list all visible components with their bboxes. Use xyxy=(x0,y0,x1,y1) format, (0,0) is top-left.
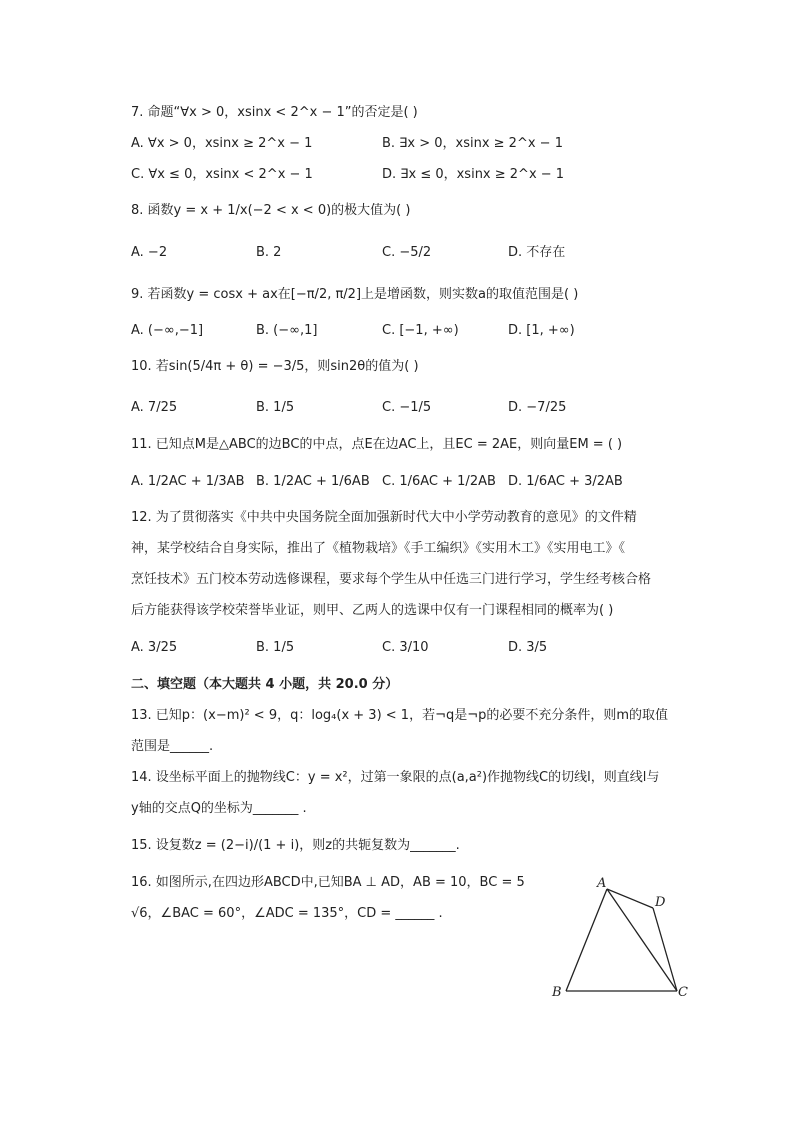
q8-option-a: A. −2 xyxy=(131,245,168,260)
q8-option-b: B. 2 xyxy=(256,245,282,260)
q8-stem: 8. 函数y = x + 1/x(−2 < x < 0)的极大值为( ) xyxy=(131,203,411,218)
vertex-label-a: A xyxy=(597,876,607,891)
q11-option-d: D. 1/6AC + 3/2AB xyxy=(508,474,623,489)
q13-line-1: 13. 已知p：(x−m)² < 9，q：log₄(x + 3) < 1，若¬q是¬p的必要不充分条件，则m的取值 xyxy=(131,708,669,723)
q12-line-4: 后方能获得该学校荣誉毕业证，则甲、乙两人的选课中仅有一门课程相同的概率为( ) xyxy=(131,603,614,618)
q10-option-b: B. 1/5 xyxy=(256,400,295,415)
q12-option-c: C. 3/10 xyxy=(382,640,429,655)
q10-option-a: A. 7/25 xyxy=(131,400,178,415)
edge-dc xyxy=(653,908,677,991)
q11-option-b: B. 1/2AC + 1/6AB xyxy=(256,474,370,489)
q14-line-1: 14. 设坐标平面上的抛物线C：y = x²，过第一象限的点(a,a²)作抛物线C的切线l，则直线l与 xyxy=(131,770,660,785)
q11-option-a: A. 1/2AC + 1/3AB xyxy=(131,474,245,489)
q9-option-b: B. (−∞,1] xyxy=(256,323,318,338)
q8-option-c: C. −5/2 xyxy=(382,245,432,260)
q7-option-b: B. ∃x > 0，xsinx ≥ 2^x − 1 xyxy=(382,136,563,151)
q8-option-d: D. 不存在 xyxy=(508,245,566,260)
quadrilateral-figure xyxy=(540,870,700,1010)
q10-stem: 10. 若sin(5/4π + θ) = −3/5，则sin2θ的值为( ) xyxy=(131,359,419,374)
q13-line-2: 范围是______. xyxy=(131,739,214,754)
q10-option-c: C. −1/5 xyxy=(382,400,432,415)
q16-line-2: √6，∠BAC = 60°，∠ADC = 135°，CD = ______ . xyxy=(131,906,443,921)
q14-line-2: y轴的交点Q的坐标为_______ . xyxy=(131,801,307,816)
q9-option-d: D. [1, +∞) xyxy=(508,323,575,338)
q7-stem: 7. 命题“∀x > 0，xsinx < 2^x − 1”的否定是( ) xyxy=(131,105,418,120)
q9-stem: 9. 若函数y = cosx + ax在[−π/2, π/2]上是增函数，则实数a的取值范围是( ) xyxy=(131,287,579,302)
section-heading-fill-blank: 二、填空题（本大题共 4 小题，共 20.0 分） xyxy=(131,677,399,692)
q12-option-d: D. 3/5 xyxy=(508,640,548,655)
q7-option-d: D. ∃x ≤ 0，xsinx ≥ 2^x − 1 xyxy=(382,167,565,182)
q12-line-1: 12. 为了贯彻落实《中共中央国务院全面加强新时代大中小学劳动教育的意见》的文件精 xyxy=(131,510,637,525)
q12-line-3: 烹饪技术》五门校本劳动选修课程，要求每个学生从中任选三门进行学习，学生经考核合格 xyxy=(131,572,652,587)
q16-line-1: 16. 如图所示,在四边形ABCD中,已知BA ⊥ AD，AB = 10，BC = 5 xyxy=(131,875,525,890)
q10-option-d: D. −7/25 xyxy=(508,400,567,415)
q15-line-1: 15. 设复数z = (2−i)/(1 + i)，则z的共轭复数为_______. xyxy=(131,838,460,853)
q9-option-a: A. (−∞,−1] xyxy=(131,323,204,338)
q7-option-c: C. ∀x ≤ 0，xsinx < 2^x − 1 xyxy=(131,167,313,182)
q12-option-a: A. 3/25 xyxy=(131,640,178,655)
q11-option-c: C. 1/6AC + 1/2AB xyxy=(382,474,496,489)
vertex-label-c: C xyxy=(678,985,688,1000)
vertex-label-b: B xyxy=(552,985,562,1000)
q12-line-2: 神，某学校结合自身实际，推出了《植物栽培》《手工编织》《实用木工》《实用电工》《 xyxy=(131,541,626,556)
q9-option-c: C. [−1, +∞) xyxy=(382,323,459,338)
edge-ac xyxy=(607,889,677,991)
q11-stem: 11. 已知点M是△ABC的边BC的中点，点E在边AC上，且EC = 2AE，则向量EM = ( ) xyxy=(131,437,623,452)
edge-ab xyxy=(566,889,607,991)
vertex-label-d: D xyxy=(655,895,666,910)
q7-option-a: A. ∀x > 0，xsinx ≥ 2^x − 1 xyxy=(131,136,313,151)
q12-option-b: B. 1/5 xyxy=(256,640,295,655)
